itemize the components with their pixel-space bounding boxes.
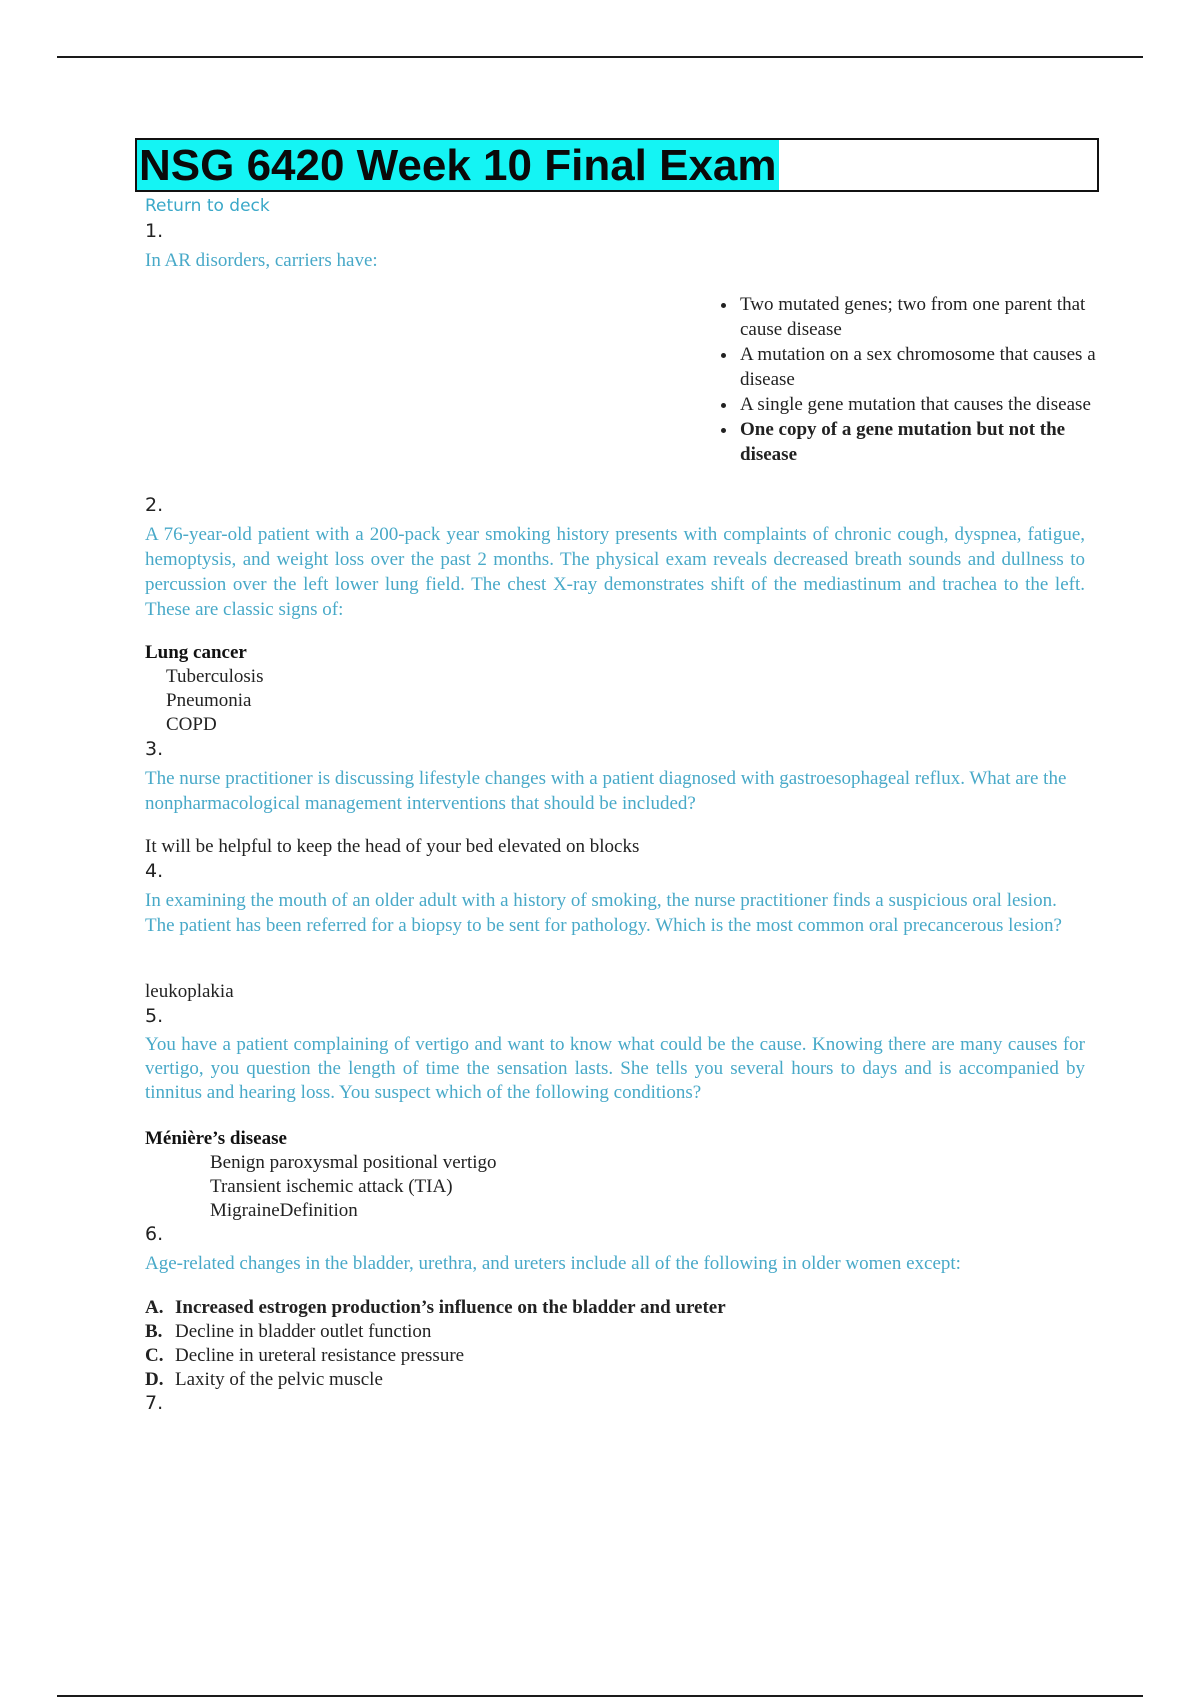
choice-letter: A. xyxy=(145,1297,164,1318)
question-number: 1. xyxy=(145,220,164,242)
footer-rule xyxy=(57,1695,1143,1697)
question-text: A 76-year-old patient with a 200-pack year smoking history presents with complaints of chronic cough, dyspnea, fatigue, hemoptysis, and weight loss over the past 2 months. The physical exam reveals decreased breath sounds and dullness to percussion over the left lower lung field. The chest X-ray demonstrates shift of the mediastinum and trachea to the left. These are classic signs of: xyxy=(145,524,1085,620)
answer-option: MigraineDefinition xyxy=(210,1200,358,1221)
answer-option: Benign paroxysmal positional vertigo xyxy=(210,1152,497,1173)
question-number: 2. xyxy=(145,494,164,516)
choice-letter: C. xyxy=(145,1345,164,1366)
question-text: In AR disorders, carriers have: xyxy=(145,250,378,271)
return-to-deck-link[interactable]: Return to deck xyxy=(145,196,270,216)
answer-option: Transient ischemic attack (TIA) xyxy=(210,1176,453,1197)
correct-choice-text: Increased estrogen production’s influence on the bladder and ureter xyxy=(175,1297,726,1318)
choice-a xyxy=(145,1296,726,1320)
choice-c xyxy=(145,1344,464,1368)
answer-text: It will be helpful to keep the head of your bed elevated on blocks xyxy=(145,836,640,857)
correct-answer xyxy=(145,641,247,665)
question-text: You have a patient complaining of vertigo and want to know what could be the cause. Knowing there are many causes for vertigo, you question the length of time the sensation lasts. She tells you several hours to days and is accompanied by tinnitus and hearing loss. You suspect which of the following conditions? xyxy=(145,1034,1085,1103)
question-number: 4. xyxy=(145,860,164,882)
answer-text: leukoplakia xyxy=(145,981,234,1002)
answer-option: • A single gene mutation that causes the disease xyxy=(738,392,1118,417)
choice-text: Laxity of the pelvic muscle xyxy=(175,1369,383,1390)
correct-answer xyxy=(145,1127,287,1151)
question-text: Age-related changes in the bladder, urethra, and ureters include all of the following in older women except: xyxy=(145,1253,961,1274)
question-text: In examining the mouth of an older adult with a history of smoking, the nurse practitioner finds a suspicious oral lesion. The patient has been referred for a biopsy to be sent for pathology. Which is the most common oral precancerous lesion? xyxy=(145,890,1062,936)
answer-option: • Two mutated genes; two from one parent that cause disease xyxy=(738,292,1118,342)
correct-answer-text: Ménière’s disease xyxy=(145,1128,287,1149)
choice-letter: B. xyxy=(145,1321,163,1342)
answer-option: • A mutation on a sex chromosome that causes a disease xyxy=(738,342,1118,392)
question-number: 3. xyxy=(145,738,164,760)
question-number: 6. xyxy=(145,1223,164,1245)
correct-answer-text: One copy of a gene mutation but not the disease xyxy=(740,419,1066,465)
choice-text: Decline in bladder outlet function xyxy=(175,1321,432,1342)
page-title: NSG 6420 Week 10 Final Exam xyxy=(139,141,777,190)
answer-option: Pneumonia xyxy=(166,690,252,711)
question-number: 5. xyxy=(145,1005,164,1027)
choice-b xyxy=(145,1320,431,1344)
answer-option: Tuberculosis xyxy=(166,666,264,687)
answer-option: COPD xyxy=(166,714,217,735)
question-number: 7. xyxy=(145,1392,164,1414)
correct-answer-option xyxy=(738,417,1118,467)
header-rule xyxy=(57,56,1143,58)
correct-answer-text: Lung cancer xyxy=(145,642,247,663)
title-box xyxy=(135,138,1099,192)
choice-text: Decline in ureteral resistance pressure xyxy=(175,1345,465,1366)
choice-letter: D. xyxy=(145,1369,164,1390)
choice-d xyxy=(145,1368,383,1392)
question-text: The nurse practitioner is discussing lifestyle changes with a patient diagnosed with gastroesophageal reflux. What are the nonpharmacological management interventions that should be included? xyxy=(145,768,1067,814)
answer-options-list xyxy=(700,292,1118,467)
